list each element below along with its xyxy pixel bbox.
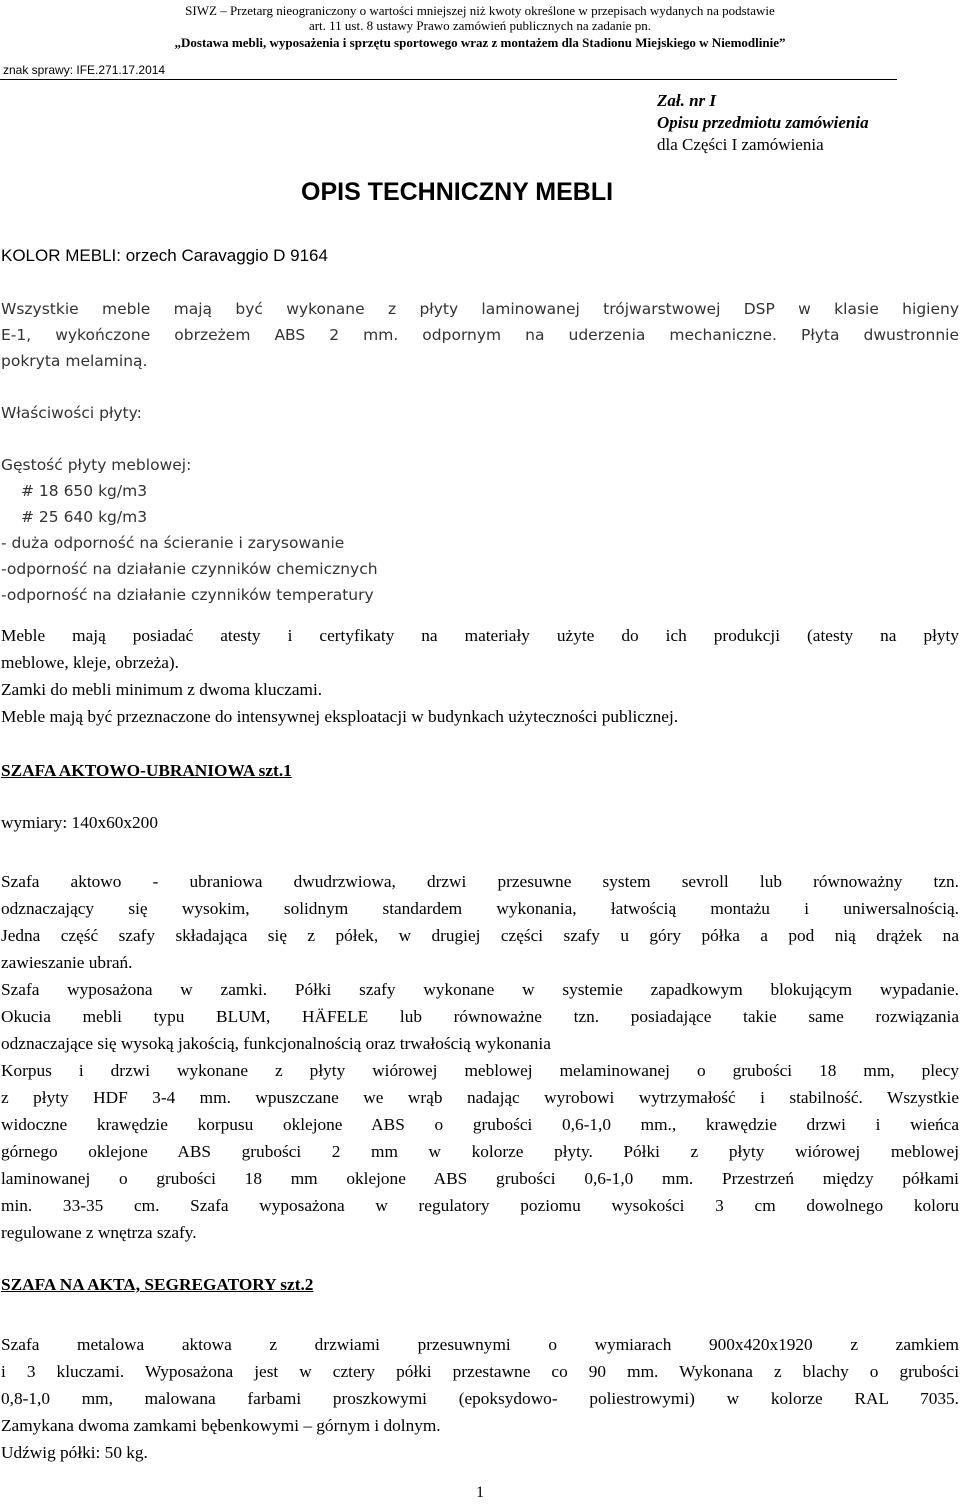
properties-label: Właściwości płyty: [1,404,142,422]
attachment-label [657,90,869,156]
furniture-color: KOLOR MEBLI: orzech Caravaggio D 9164 [1,246,328,265]
property-3: -odporność na działanie czynników temperatury [1,586,374,604]
s2-line-5: Udźwig półki: 50 kg. [1,1443,148,1462]
s1-line-5: Szafa wyposażona w zamki. Półki szafy wykonane w systemie zapadkowym blokującym wypadanie. [1,980,959,999]
header-divider [0,79,897,80]
s1-line-9: z płyty HDF 3-4 mm. wpuszczane we wrąb nadając wyrobowi wytrzymałość i stabilność. Wszystkie [1,1088,959,1107]
s1-line-14: regulowane z wnętrza szafy. [1,1223,197,1242]
s1-line-7: odznaczające się wysoką jakością, funkcjonalnością oraz trwałością wykonania [1,1034,551,1053]
board-description [1,296,959,608]
section-1-heading: SZAFA AKTOWO-UBRANIOWA szt.1 [1,761,292,780]
general-requirements [1,622,959,730]
case-number: znak sprawy: IFE.271.17.2014 [3,63,166,77]
header-line-2: art. 11 ust. 8 ustawy Prawo zamówień publicznych na zadanie pn. [308,18,652,33]
s1-line-2: odznaczający się wysokim, solidnym standardem wykonania, łatwością montażu i uniwersalnością. [1,899,959,918]
header-line-1: SIWZ – Przetarg nieograniczony o wartości mniejszej niż kwoty określone w przepisach wydanych na podstawie [185,3,775,18]
section-2-body [1,1331,959,1466]
intro-line-3: pokryta melaminą. [1,352,148,370]
attachment-line-2: Opisu przedmiotu zamówienia [657,113,869,132]
section-2-heading: SZAFA NA AKTA, SEGREGATORY szt.2 [1,1275,314,1294]
header-line-3: „Dostawa mebli, wyposażenia i sprzętu sportowego wraz z montażem dla Stadionu Miejskiego w Niemodlinie” [174,35,786,50]
general-line-1: Meble mają posiadać atesty i certyfikaty na materiały użyte do ich produkcji (atesty na płyty [1,626,959,645]
density-value-1: # 18 650 kg/m3 [21,482,148,500]
page-title: OPIS TECHNICZNY MEBLI [301,178,614,206]
attachment-line-3: dla Części I zamówienia [657,135,824,154]
s1-line-10: widoczne krawędzie korpusu oklejone ABS o grubości 0,6-1,0 mm., krawędzie drzwi i wieńca [1,1115,959,1134]
section-1-body [1,868,959,1246]
s2-line-4: Zamykana dwoma zamkami bębenkowymi – górnym i dolnym. [1,1416,441,1435]
s2-line-2: i 3 kluczami. Wyposażona jest w cztery półki przestawne co 90 mm. Wykonana z blachy o grubości [1,1362,959,1381]
attachment-line-1: Zał. nr I [657,91,717,110]
density-label: Gęstość płyty meblowej: [1,456,192,474]
s1-line-12: laminowanej o grubości 18 mm oklejone ABS grubości 0,6-1,0 mm. Przestrzeń między półkami [1,1169,959,1188]
s1-line-8: Korpus i drzwi wykonane z płyty wiórowej meblowej melaminowanej o grubości 18 mm, plecy [1,1061,959,1080]
general-line-4: Meble mają być przeznaczone do intensywnej eksploatacji w budynkach użyteczności publicznej. [1,707,679,726]
section-1-dimensions: wymiary: 140x60x200 [1,813,158,832]
s1-line-4: zawieszanie ubrań. [1,953,133,972]
property-2: -odporność na działanie czynników chemicznych [1,560,378,578]
page-number: 1 [476,1484,484,1501]
general-line-2: meblowe, kleje, obrzeża). [1,653,180,672]
general-line-3: Zamki do mebli minimum z dwoma kluczami. [1,680,323,699]
s1-line-6: Okucia mebli typu BLUM, HÄFELE lub równoważne tzn. posiadające takie same rozwiązania [1,1007,959,1026]
property-1: - duża odporność na ścieranie i zarysowanie [1,534,345,552]
s2-line-3: 0,8-1,0 mm, malowana farbami proszkowymi (epoksydowo- poliestrowymi) w kolorze RAL 7035. [1,1389,959,1408]
intro-line-1: Wszystkie meble mają być wykonane z płyty laminowanej trójwarstwowej DSP w klasie higieny [1,300,959,318]
s2-line-1: Szafa metalowa aktowa z drzwiami przesuwnymi o wymiarach 900x420x1920 z zamkiem [1,1335,959,1354]
s1-line-11: górnego oklejone ABS grubości 2 mm w kolorze płyty. Półki z płyty wiórowej meblowej [1,1142,959,1161]
density-value-2: # 25 640 kg/m3 [21,508,148,526]
s1-line-3: Jedna część szafy składająca się z półek, w drugiej części szafy u góry półka a pod nią drążek na [1,926,959,945]
s1-line-13: min. 33-35 cm. Szafa wyposażona w regulatory poziomu wysokości 3 cm dowolnego koloru [1,1196,959,1215]
s1-line-1: Szafa aktowo - ubraniowa dwudrzwiowa, drzwi przesuwne system sevroll lub równoważny tzn. [1,872,959,891]
intro-line-2: E-1, wykończone obrzeżem ABS 2 mm. odpornym na uderzenia mechaniczne. Płyta dwustronnie [1,326,959,344]
